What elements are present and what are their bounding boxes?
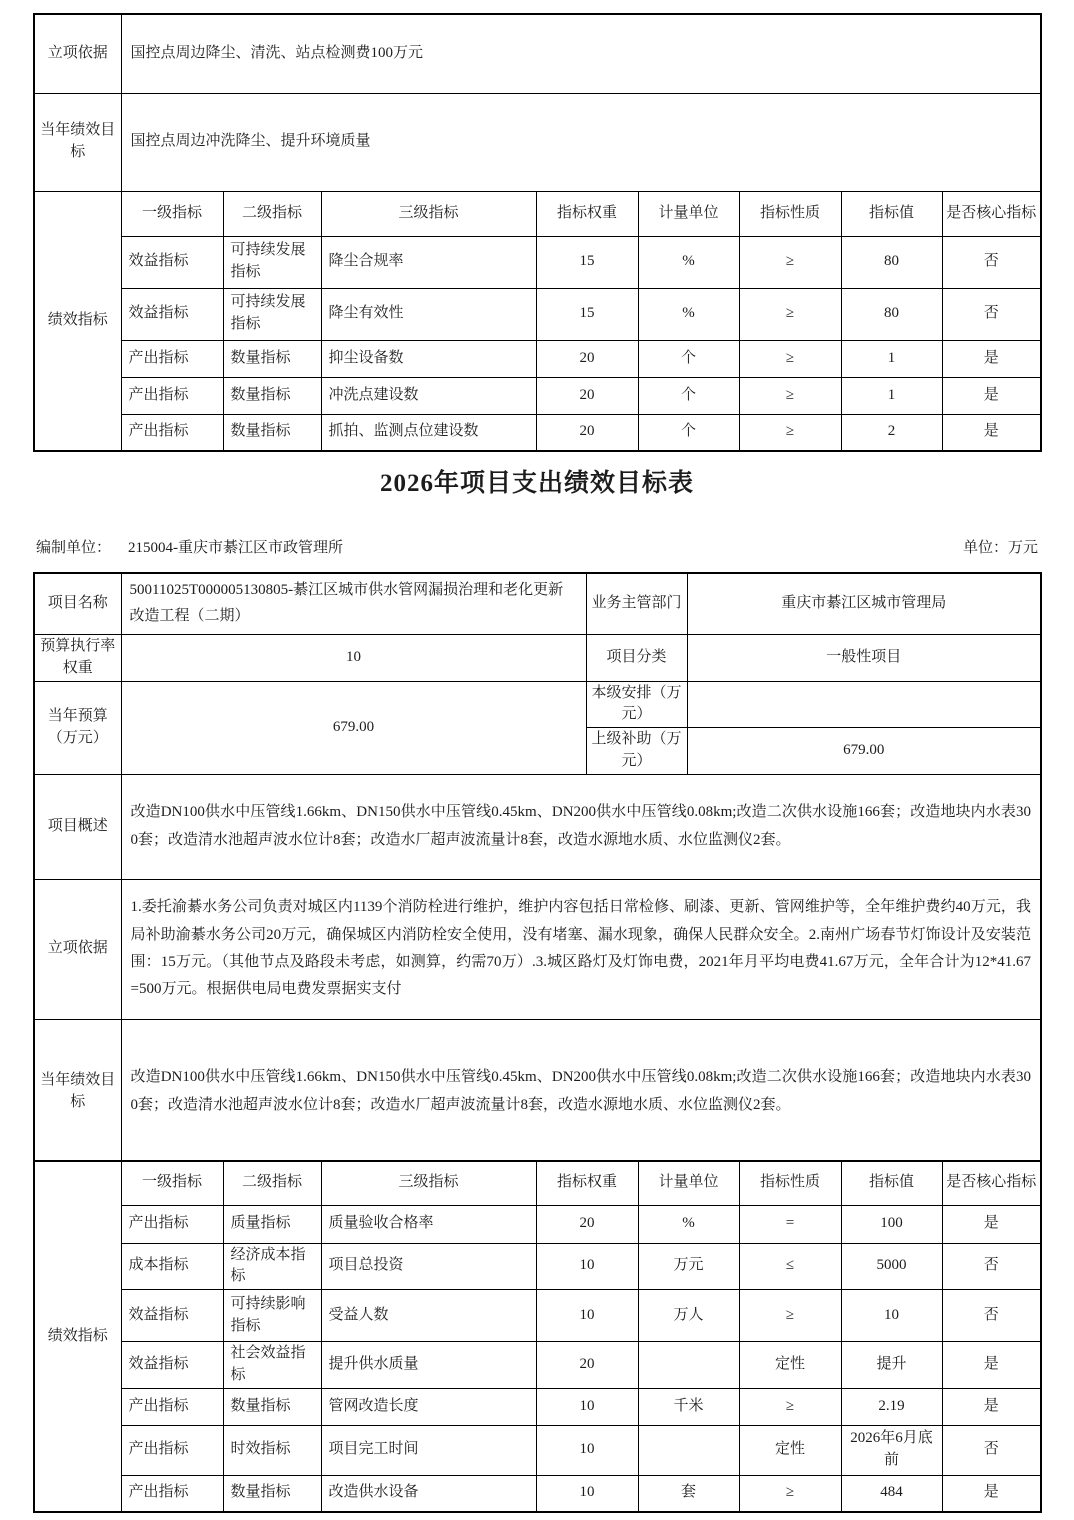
- indicator-cell: ≥: [739, 340, 841, 377]
- indicator-cell: 质量验收合格率: [321, 1205, 536, 1243]
- indicator-cell: 5000: [841, 1243, 942, 1290]
- row-label-budget-rate: 预算执行率权重: [34, 634, 121, 681]
- indicator-cell: 是: [942, 1475, 1041, 1512]
- indicator-cell: 万元: [638, 1243, 739, 1290]
- indicator-row: [34, 377, 1041, 414]
- indicator-cell: 10: [536, 1475, 638, 1512]
- row-label-indicators: 绩效指标: [34, 191, 121, 451]
- indicator-cell: 提升: [841, 1342, 942, 1389]
- col-header-weight: 指标权重: [536, 191, 638, 236]
- indicator-cell: 产出指标: [121, 1388, 223, 1425]
- indicator-cell: 成本指标: [121, 1243, 223, 1290]
- local-arrangement-value: [687, 681, 1041, 728]
- row-label-year-budget: 当年预算（万元）: [34, 681, 121, 774]
- row-label-annual-target2: 当年绩效目标: [34, 1019, 121, 1165]
- table-row: [34, 93, 1041, 191]
- indicator-cell: 可持续影响指标: [223, 1290, 321, 1342]
- indicator-row: [34, 1425, 1041, 1475]
- col-header-value: 指标值: [841, 1161, 942, 1205]
- indicator-cell: ≥: [739, 1388, 841, 1425]
- indicator-cell: 1: [841, 377, 942, 414]
- indicator-row: [34, 414, 1041, 451]
- indicator-cell: ≥: [739, 1475, 841, 1512]
- indicator-cell: 10: [536, 1425, 638, 1475]
- indicator-cell: 15: [536, 236, 638, 288]
- indicator-cell: 数量指标: [223, 340, 321, 377]
- prepared-by-value: 215004-重庆市綦江区市政管理所: [128, 540, 344, 556]
- indicator-cell: 否: [942, 1290, 1041, 1342]
- indicator-cell: 万人: [638, 1290, 739, 1342]
- annual-target-value: 国控点周边冲洗降尘、提升环境质量: [121, 93, 1041, 191]
- indicator-cell: 个: [638, 377, 739, 414]
- indicator-cell: ≥: [739, 377, 841, 414]
- indicator-cell: 20: [536, 1342, 638, 1389]
- indicator-cell: 千米: [638, 1388, 739, 1425]
- indicator-cell: 数量指标: [223, 1388, 321, 1425]
- indicator-cell: 否: [942, 1425, 1041, 1475]
- prepared-by-label: 编制单位：: [36, 540, 112, 556]
- indicator-cell: 产出指标: [121, 1425, 223, 1475]
- indicator-row: [34, 1205, 1041, 1243]
- indicator-cell: 降尘有效性: [321, 288, 536, 340]
- col-header-core: 是否核心指标: [942, 191, 1041, 236]
- performance-table-top: [33, 13, 1042, 452]
- indicator-cell: 受益人数: [321, 1290, 536, 1342]
- indicator-header-row: [34, 191, 1041, 236]
- table-row: [34, 573, 1041, 634]
- indicator-cell: 10: [536, 1243, 638, 1290]
- indicator-cell: 定性: [739, 1342, 841, 1389]
- indicator-cell: ≥: [739, 414, 841, 451]
- indicator-row: [34, 1388, 1041, 1425]
- indicator-cell: [638, 1342, 739, 1389]
- row-label-basis: 立项依据: [34, 14, 121, 93]
- indicator-cell: 定性: [739, 1425, 841, 1475]
- col-header-level2: 二级指标: [223, 191, 321, 236]
- col-header-level2: 二级指标: [223, 1161, 321, 1205]
- indicator-cell: 产出指标: [121, 1475, 223, 1512]
- indicator-cell: 项目完工时间: [321, 1425, 536, 1475]
- row-label-project-name: 项目名称: [34, 573, 121, 634]
- project-info-table: [33, 572, 1042, 1166]
- indicator-cell: 10: [841, 1290, 942, 1342]
- indicator-cell: 484: [841, 1475, 942, 1512]
- indicator-cell: 是: [942, 377, 1041, 414]
- indicator-cell: 效益指标: [121, 288, 223, 340]
- overview-value: 改造DN100供水中压管线1.66km、DN150供水中压管线0.45km、DN200供水中压管线0.08km;改造二次供水设施166套；改造地块内水表300套；改造清水池超声波水位计8套；改造水厂超声波流量计8套，改造水源地水质、水位监测仪2套。: [121, 774, 1041, 879]
- table-row: [34, 879, 1041, 1019]
- row-label-basis2: 立项依据: [34, 879, 121, 1019]
- indicator-cell: 效益指标: [121, 1290, 223, 1342]
- indicator-cell: 否: [942, 288, 1041, 340]
- project-name-value: 50011025T000005130805-綦江区城市供水管网漏损治理和老化更新改造工程（二期）: [121, 573, 586, 634]
- col-header-level1: 一级指标: [121, 1161, 223, 1205]
- col-header-unit: 计量单位: [638, 1161, 739, 1205]
- indicator-cell: 时效指标: [223, 1425, 321, 1475]
- row-label-subsidy: 上级补助（万元）: [586, 728, 687, 775]
- indicator-cell: 2.19: [841, 1388, 942, 1425]
- indicator-cell: 数量指标: [223, 1475, 321, 1512]
- indicator-cell: 是: [942, 414, 1041, 451]
- indicator-cell: 套: [638, 1475, 739, 1512]
- indicator-cell: ≥: [739, 236, 841, 288]
- indicator-cell: ≥: [739, 1290, 841, 1342]
- indicator-cell: 社会效益指标: [223, 1342, 321, 1389]
- basis-value: 国控点周边降尘、清洗、站点检测费100万元: [121, 14, 1041, 93]
- indicator-cell: ≥: [739, 288, 841, 340]
- indicator-row: [34, 1243, 1041, 1290]
- indicator-cell: 质量指标: [223, 1205, 321, 1243]
- col-header-level3: 三级指标: [321, 1161, 536, 1205]
- col-header-unit: 计量单位: [638, 191, 739, 236]
- prepared-by: [36, 536, 343, 557]
- category-value: 一般性项目: [687, 634, 1041, 681]
- indicator-cell: 抓拍、监测点位建设数: [321, 414, 536, 451]
- col-header-value: 指标值: [841, 191, 942, 236]
- indicator-cell: 2: [841, 414, 942, 451]
- indicator-cell: 管网改造长度: [321, 1388, 536, 1425]
- year-budget-value: 679.00: [121, 681, 586, 774]
- row-label-annual-target: 当年绩效目标: [34, 93, 121, 191]
- indicator-cell: 80: [841, 288, 942, 340]
- indicator-cell: 10: [536, 1290, 638, 1342]
- indicator-cell: 经济成本指标: [223, 1243, 321, 1290]
- indicator-cell: 15: [536, 288, 638, 340]
- row-label-category: 项目分类: [586, 634, 687, 681]
- indicator-row: [34, 1342, 1041, 1389]
- table-row: [34, 774, 1041, 879]
- subsidy-value: 679.00: [687, 728, 1041, 775]
- row-label-indicators2: 绩效指标: [34, 1161, 121, 1512]
- col-header-level3: 三级指标: [321, 191, 536, 236]
- indicator-cell: 可持续发展指标: [223, 236, 321, 288]
- table-row: [34, 1019, 1041, 1165]
- indicator-cell: 数量指标: [223, 414, 321, 451]
- indicator-cell: 产出指标: [121, 414, 223, 451]
- table-row: [34, 14, 1041, 93]
- indicator-row: [34, 340, 1041, 377]
- indicator-cell: 抑尘设备数: [321, 340, 536, 377]
- dept-value: 重庆市綦江区城市管理局: [687, 573, 1041, 634]
- indicator-cell: =: [739, 1205, 841, 1243]
- indicator-cell: 是: [942, 340, 1041, 377]
- indicator-cell: 80: [841, 236, 942, 288]
- indicator-row: [34, 288, 1041, 340]
- indicator-cell: %: [638, 1205, 739, 1243]
- indicator-cell: 效益指标: [121, 236, 223, 288]
- indicator-cell: 2026年6月底前: [841, 1425, 942, 1475]
- page-title: 2026年项目支出绩效目标表: [379, 470, 694, 497]
- indicator-cell: 可持续发展指标: [223, 288, 321, 340]
- indicator-cell: 20: [536, 340, 638, 377]
- indicator-cell: 20: [536, 1205, 638, 1243]
- indicator-row: [34, 1290, 1041, 1342]
- meta-line: [36, 536, 1038, 557]
- col-header-core: 是否核心指标: [942, 1161, 1041, 1205]
- indicator-header-row: [34, 1161, 1041, 1205]
- basis2-value: 1.委托渝綦水务公司负责对城区内1139个消防栓进行维护，维护内容包括日常检修、刷漆、更新、管网维护等，全年维护费约40万元，我局补助渝綦水务公司20万元，确保城区内消防栓安全使用，没有堵塞、漏水现象，确保人民群众安全。2.南州广场春节灯饰设计及安装范围：15万元。（其他节点及路段未考虑，如测算，约需70万）.3.城区路灯及灯饰电费，2021年月平均电费41.67万元，全年合计为12*41.67=500万元。根据供电局电费发票据实支付: [121, 879, 1041, 1019]
- indicator-cell: 1: [841, 340, 942, 377]
- indicator-cell: 20: [536, 414, 638, 451]
- indicator-cell: 否: [942, 1243, 1041, 1290]
- indicator-rows-bottom: [34, 1161, 1041, 1512]
- indicator-rows-top: [34, 191, 1041, 451]
- indicator-cell: 冲洗点建设数: [321, 377, 536, 414]
- col-header-nature: 指标性质: [739, 1161, 841, 1205]
- indicator-row: [34, 236, 1041, 288]
- col-header-weight: 指标权重: [536, 1161, 638, 1205]
- indicator-cell: %: [638, 288, 739, 340]
- indicator-cell: 否: [942, 236, 1041, 288]
- unit-note: 单位：万元: [962, 540, 1038, 556]
- indicator-cell: 20: [536, 377, 638, 414]
- indicator-cell: 产出指标: [121, 340, 223, 377]
- col-header-nature: 指标性质: [739, 191, 841, 236]
- annual-target2-value: 改造DN100供水中压管线1.66km、DN150供水中压管线0.45km、DN200供水中压管线0.08km;改造二次供水设施166套；改造地块内水表300套；改造清水池超声波水位计8套；改造水厂超声波流量计8套，改造水源地水质、水位监测仪2套。: [121, 1019, 1041, 1165]
- indicator-cell: 个: [638, 414, 739, 451]
- row-label-overview: 项目概述: [34, 774, 121, 879]
- indicator-cell: 降尘合规率: [321, 236, 536, 288]
- indicator-cell: ≤: [739, 1243, 841, 1290]
- indicator-row: [34, 1475, 1041, 1512]
- indicator-cell: 提升供水质量: [321, 1342, 536, 1389]
- indicator-cell: 是: [942, 1342, 1041, 1389]
- indicator-cell: 是: [942, 1205, 1041, 1243]
- indicator-cell: 产出指标: [121, 1205, 223, 1243]
- indicator-cell: 数量指标: [223, 377, 321, 414]
- indicator-cell: 10: [536, 1388, 638, 1425]
- indicator-cell: [638, 1425, 739, 1475]
- indicator-cell: 项目总投资: [321, 1243, 536, 1290]
- performance-indicator-table: [33, 1160, 1042, 1513]
- col-header-level1: 一级指标: [121, 191, 223, 236]
- table-row: [34, 634, 1041, 681]
- row-label-dept: 业务主管部门: [586, 573, 687, 634]
- indicator-cell: 是: [942, 1388, 1041, 1425]
- indicator-cell: 效益指标: [121, 1342, 223, 1389]
- table-row: [34, 681, 1041, 728]
- indicator-cell: 个: [638, 340, 739, 377]
- indicator-cell: 产出指标: [121, 377, 223, 414]
- indicator-cell: 改造供水设备: [321, 1475, 536, 1512]
- row-label-local-arrangement: 本级安排（万元）: [586, 681, 687, 728]
- indicator-cell: %: [638, 236, 739, 288]
- indicator-cell: 100: [841, 1205, 942, 1243]
- budget-rate-value: 10: [121, 634, 586, 681]
